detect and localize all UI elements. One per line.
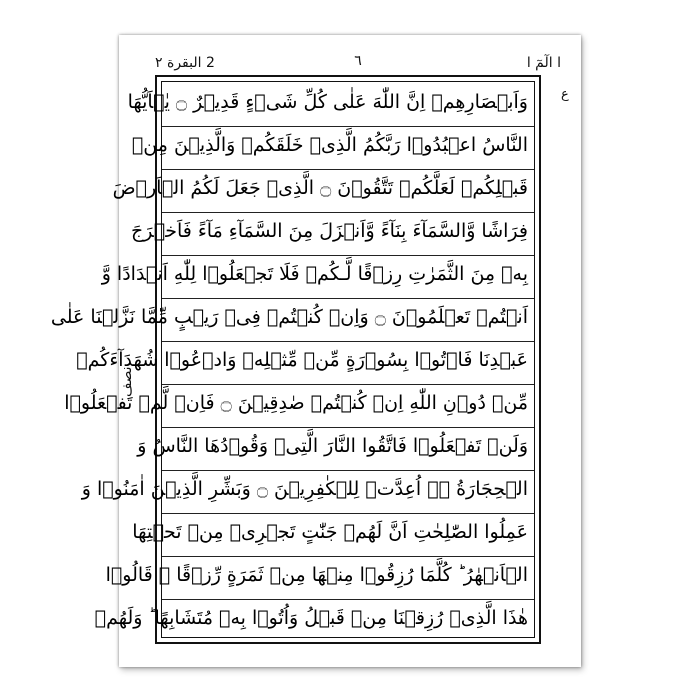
verse-line-2: النَّاسُ اعۡبُدُوۡا رَبَّكُمُ الَّذِىۡ خَلَقَكُمۡ وَالَّذِيۡنَ مِنۡ	[131, 134, 528, 156]
verse-line-7: عَبۡدِنَا فَاۡتُوۡا بِسُوۡرَةٍ مِّنۡ مِّثۡلِهٖ وَادۡعُوۡا شُهَدَآءَكُمۡ	[76, 349, 528, 371]
surah-name: 2 البقرة ٢	[155, 55, 215, 71]
verse-line-12: الۡاَنۡهٰرُ ؕ كُلَّمَا رُزِقُوۡا مِنۡهَا مِنۡ ثَمَرَةٍ رِّزۡقًا ۙ قَالُوۡا	[105, 564, 528, 586]
juz-name: ا الٓمٓ ا	[526, 55, 561, 71]
hizb-marker: نصف	[119, 366, 135, 397]
verse-line-6: اَنۡتُمۡ تَعۡلَمُوۡنَ ۝ وَاِنۡ كُنۡتُمۡ فِىۡ رَيۡبٍ مِّمَّا نَزَّلۡنَا عَلٰى	[50, 306, 528, 328]
ruku-marker: ع	[561, 87, 569, 102]
verse-line-10: الۡحِجَارَةُ ۖۚ اُعِدَّتۡ لِلۡكٰفِرِيۡنَ ۝ وَبَشِّرِ الَّذِيۡنَ اٰمَنُوۡا وَ	[81, 478, 528, 500]
verse-line-1: وَاَبۡصَارِهِمۡ اِنَّ اللّٰهَ عَلٰى كُلِّ شَىۡءٍ قَدِيۡرٌ ۝ يٰۤاَيُّهَا	[127, 91, 528, 113]
verse-line-13: هٰذَا الَّذِىۡ رُزِقۡنَا مِنۡ قَبۡلُ وَاُتُوۡا بِهٖ مُتَشَابِهًا ؕ وَلَهُمۡ	[94, 607, 528, 629]
verse-line-4: فِرَاشًا وَّالسَّمَآءَ بِنَآءً وَّاَنۡزَلَ مِنَ السَّمَآءِ مَآءً فَاَخۡرَجَ	[131, 220, 528, 242]
verse-line-8: مِّنۡ دُوۡنِ اللّٰهِ اِنۡ كُنۡتُمۡ صٰدِقِيۡنَ ۝ فَاِنۡ لَّمۡ تَفۡعَلُوۡا	[64, 392, 528, 414]
verse-line-3: قَبۡلِكُمۡ لَعَلَّكُمۡ تَتَّقُوۡنَ ۝ الَّذِىۡ جَعَلَ لَكُمُ الۡاَرۡضَ	[112, 177, 528, 199]
verse-line-11: عَمِلُوا الصّٰلِحٰتِ اَنَّ لَهُمۡ جَنّٰتٍ تَجۡرِىۡ مِنۡ تَحۡتِهَا	[132, 521, 528, 543]
page-number: ٦	[354, 53, 362, 69]
page-header	[155, 55, 561, 75]
verse-line-9: وَلَنۡ تَفۡعَلُوۡا فَاتَّقُوا النَّارَ الَّتِىۡ وَقُوۡدُهَا النَّاسُ وَ	[137, 435, 528, 457]
verse-line-5: بِهٖ مِنَ الثَّمَرٰتِ رِزۡقًا لَّـكُمۡ فَلَا تَجۡعَلُوۡا لِلّٰهِ اَنۡدَادًا وَّ	[101, 263, 528, 285]
mushaf-page	[50, 35, 581, 667]
